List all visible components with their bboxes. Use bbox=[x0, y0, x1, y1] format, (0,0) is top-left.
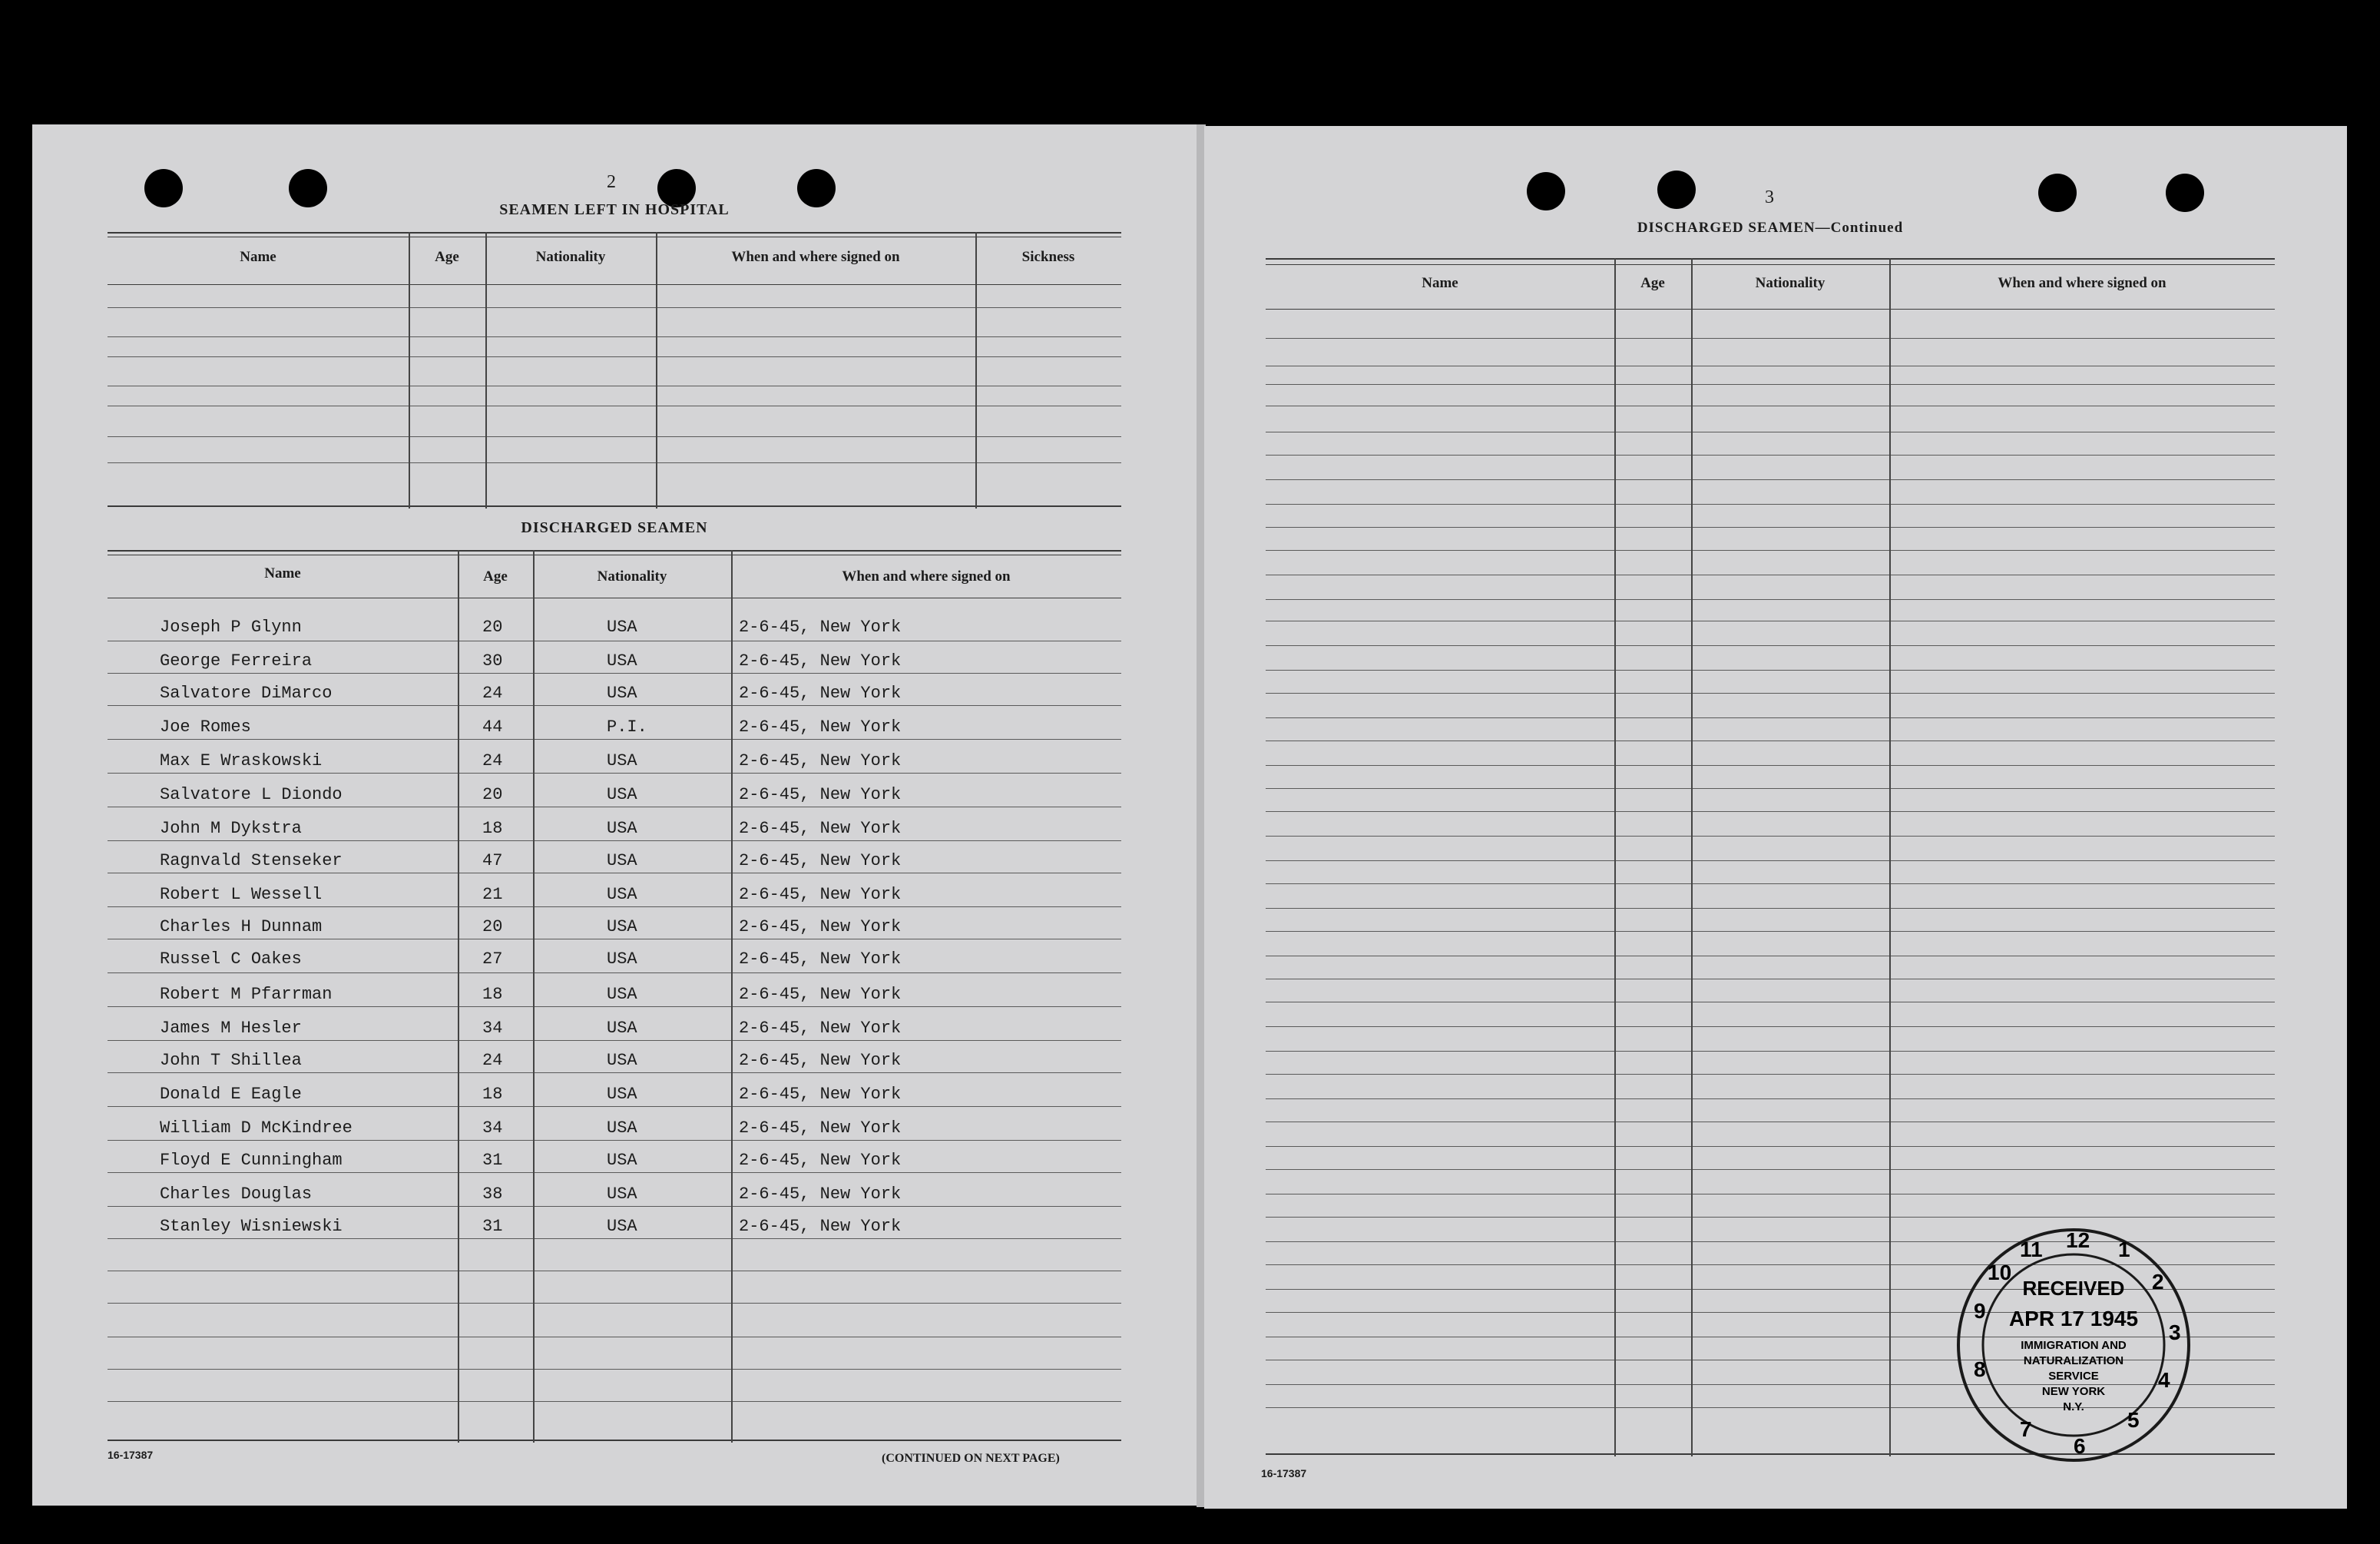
stamp-ring-number: 5 bbox=[2127, 1408, 2140, 1432]
seaman-name: Salvatore L Diondo bbox=[160, 785, 343, 804]
seaman-nationality: USA bbox=[607, 1217, 637, 1236]
seaman-signed-on: 2-6-45, New York bbox=[739, 1151, 902, 1170]
seaman-nationality: USA bbox=[607, 985, 637, 1004]
punch-hole bbox=[2038, 174, 2077, 212]
stamp-ring-number: 7 bbox=[2020, 1417, 2032, 1441]
seaman-nationality: P.I. bbox=[607, 717, 647, 737]
seaman-age: 27 bbox=[482, 949, 503, 969]
stamp-line: NATURALIZATION bbox=[2023, 1354, 2124, 1367]
seaman-name: George Ferreira bbox=[160, 651, 313, 671]
column-header: Nationality bbox=[1755, 275, 1826, 291]
stamp-ring-number: 8 bbox=[1974, 1357, 1986, 1381]
seaman-nationality: USA bbox=[607, 1051, 637, 1070]
column-header: Age bbox=[435, 249, 459, 265]
stamp-ring-number: 1 bbox=[2118, 1238, 2130, 1261]
seaman-name: Joseph P Glynn bbox=[160, 618, 302, 637]
column-header: Age bbox=[483, 568, 508, 585]
stamp-line: N.Y. bbox=[2063, 1400, 2084, 1413]
seaman-signed-on: 2-6-45, New York bbox=[739, 751, 902, 770]
seaman-signed-on: 2-6-45, New York bbox=[739, 1019, 902, 1038]
punch-hole bbox=[1527, 172, 1565, 210]
column-header: Name bbox=[1422, 275, 1458, 291]
seaman-signed-on: 2-6-45, New York bbox=[739, 949, 902, 969]
punch-hole bbox=[2166, 174, 2204, 212]
seaman-age: 24 bbox=[482, 751, 503, 770]
stamp-ring-number: 3 bbox=[2169, 1320, 2181, 1344]
seaman-nationality: USA bbox=[607, 1151, 637, 1170]
stamp-line: NEW YORK bbox=[2041, 1385, 2106, 1398]
seaman-name: Joe Romes bbox=[160, 717, 251, 737]
seaman-name: James M Hesler bbox=[160, 1019, 302, 1038]
seaman-signed-on: 2-6-45, New York bbox=[739, 618, 902, 637]
seaman-signed-on: 2-6-45, New York bbox=[739, 1118, 902, 1138]
stamp-ring-number: 2 bbox=[2152, 1270, 2164, 1294]
seaman-nationality: USA bbox=[607, 1185, 637, 1204]
seaman-signed-on: 2-6-45, New York bbox=[739, 651, 902, 671]
punch-hole bbox=[797, 169, 836, 207]
discharged-section-title: DISCHARGED SEAMEN bbox=[521, 519, 708, 536]
page-number: 2 bbox=[607, 172, 616, 192]
punch-hole bbox=[144, 169, 183, 207]
seaman-age: 20 bbox=[482, 917, 503, 936]
stamp-received: RECEIVED bbox=[2022, 1277, 2125, 1300]
seaman-age: 31 bbox=[482, 1217, 503, 1236]
received-stamp bbox=[1951, 1226, 2196, 1464]
seaman-name: Robert L Wessell bbox=[160, 885, 323, 904]
seaman-age: 24 bbox=[482, 1051, 503, 1070]
stamp-ring-number: 6 bbox=[2074, 1434, 2086, 1458]
seaman-signed-on: 2-6-45, New York bbox=[739, 785, 902, 804]
seaman-nationality: USA bbox=[607, 1019, 637, 1038]
seaman-nationality: USA bbox=[607, 751, 637, 770]
stamp-date: APR 17 1945 bbox=[2008, 1307, 2139, 1330]
seaman-nationality: USA bbox=[607, 1118, 637, 1138]
seaman-age: 18 bbox=[482, 1085, 503, 1104]
seaman-signed-on: 2-6-45, New York bbox=[739, 885, 902, 904]
seaman-age: 34 bbox=[482, 1118, 503, 1138]
hospital-section-title: SEAMEN LEFT IN HOSPITAL bbox=[499, 201, 730, 218]
column-header: Nationality bbox=[535, 249, 606, 265]
form-number: 16-17387 bbox=[1261, 1467, 1307, 1479]
seaman-name: Charles H Dunnam bbox=[160, 917, 323, 936]
seaman-age: 30 bbox=[482, 651, 503, 671]
seaman-name: Robert M Pfarrman bbox=[160, 985, 333, 1004]
stamp-ring-number: 9 bbox=[1974, 1299, 1986, 1323]
seaman-name: Salvatore DiMarco bbox=[160, 684, 333, 703]
seaman-nationality: USA bbox=[607, 785, 637, 804]
seaman-age: 47 bbox=[482, 851, 503, 870]
discharged-continued-title: DISCHARGED SEAMEN—Continued bbox=[1637, 220, 1904, 236]
seaman-signed-on: 2-6-45, New York bbox=[739, 1185, 902, 1204]
column-header: When and where signed on bbox=[842, 568, 1011, 585]
seaman-nationality: USA bbox=[607, 851, 637, 870]
discharged-table bbox=[108, 550, 1121, 1443]
seaman-name: Russel C Oakes bbox=[160, 949, 302, 969]
seaman-age: 20 bbox=[482, 785, 503, 804]
seaman-nationality: USA bbox=[607, 885, 637, 904]
seaman-signed-on: 2-6-45, New York bbox=[739, 985, 902, 1004]
seaman-age: 38 bbox=[482, 1185, 503, 1204]
stamp-ring-number: 12 bbox=[2066, 1228, 2090, 1252]
seaman-name: Max E Wraskowski bbox=[160, 751, 323, 770]
seaman-age: 31 bbox=[482, 1151, 503, 1170]
column-header: When and where signed on bbox=[1998, 275, 2166, 291]
column-header: Age bbox=[1640, 275, 1665, 291]
seaman-age: 21 bbox=[482, 885, 503, 904]
seaman-name: Ragnvald Stenseker bbox=[160, 851, 343, 870]
stamp-line: SERVICE bbox=[2048, 1370, 2099, 1383]
punch-hole bbox=[1657, 171, 1696, 209]
seaman-age: 44 bbox=[482, 717, 503, 737]
seaman-name: Floyd E Cunningham bbox=[160, 1151, 343, 1170]
column-header: Name bbox=[264, 565, 301, 581]
seaman-nationality: USA bbox=[607, 618, 637, 637]
hospital-table bbox=[108, 232, 1121, 509]
column-header: When and where signed on bbox=[731, 249, 900, 265]
column-header: Sickness bbox=[1021, 249, 1075, 265]
seaman-nationality: USA bbox=[607, 684, 637, 703]
seaman-signed-on: 2-6-45, New York bbox=[739, 1085, 902, 1104]
form-number: 16-17387 bbox=[108, 1449, 154, 1461]
seaman-age: 18 bbox=[482, 985, 503, 1004]
seaman-name: William D McKindree bbox=[160, 1118, 353, 1138]
seaman-age: 34 bbox=[482, 1019, 503, 1038]
seaman-name: Charles Douglas bbox=[160, 1185, 313, 1204]
seaman-name: John T Shillea bbox=[160, 1051, 302, 1070]
stamp-ring-number: 10 bbox=[1988, 1261, 2012, 1284]
continued-note: (CONTINUED ON NEXT PAGE) bbox=[882, 1452, 1060, 1465]
stamp-ring-number: 4 bbox=[2158, 1368, 2170, 1392]
seaman-name: John M Dykstra bbox=[160, 819, 302, 838]
seaman-signed-on: 2-6-45, New York bbox=[739, 1051, 902, 1070]
seaman-age: 24 bbox=[482, 684, 503, 703]
seaman-signed-on: 2-6-45, New York bbox=[739, 684, 902, 703]
seaman-nationality: USA bbox=[607, 949, 637, 969]
seaman-signed-on: 2-6-45, New York bbox=[739, 851, 902, 870]
seaman-nationality: USA bbox=[607, 651, 637, 671]
page-number: 3 bbox=[1765, 187, 1774, 207]
seaman-nationality: USA bbox=[607, 819, 637, 838]
column-header: Name bbox=[240, 249, 276, 265]
punch-hole bbox=[289, 169, 327, 207]
seaman-nationality: USA bbox=[607, 917, 637, 936]
seaman-signed-on: 2-6-45, New York bbox=[739, 819, 902, 838]
stamp-line: IMMIGRATION AND bbox=[2021, 1339, 2127, 1352]
seaman-age: 20 bbox=[482, 618, 503, 637]
seaman-signed-on: 2-6-45, New York bbox=[739, 917, 902, 936]
seaman-name: Donald E Eagle bbox=[160, 1085, 302, 1104]
seaman-signed-on: 2-6-45, New York bbox=[739, 1217, 902, 1236]
seaman-nationality: USA bbox=[607, 1085, 637, 1104]
seaman-name: Stanley Wisniewski bbox=[160, 1217, 343, 1236]
seaman-signed-on: 2-6-45, New York bbox=[739, 717, 902, 737]
stamp-ring-number: 11 bbox=[2020, 1238, 2043, 1261]
column-header: Nationality bbox=[597, 568, 667, 585]
seaman-age: 18 bbox=[482, 819, 503, 838]
